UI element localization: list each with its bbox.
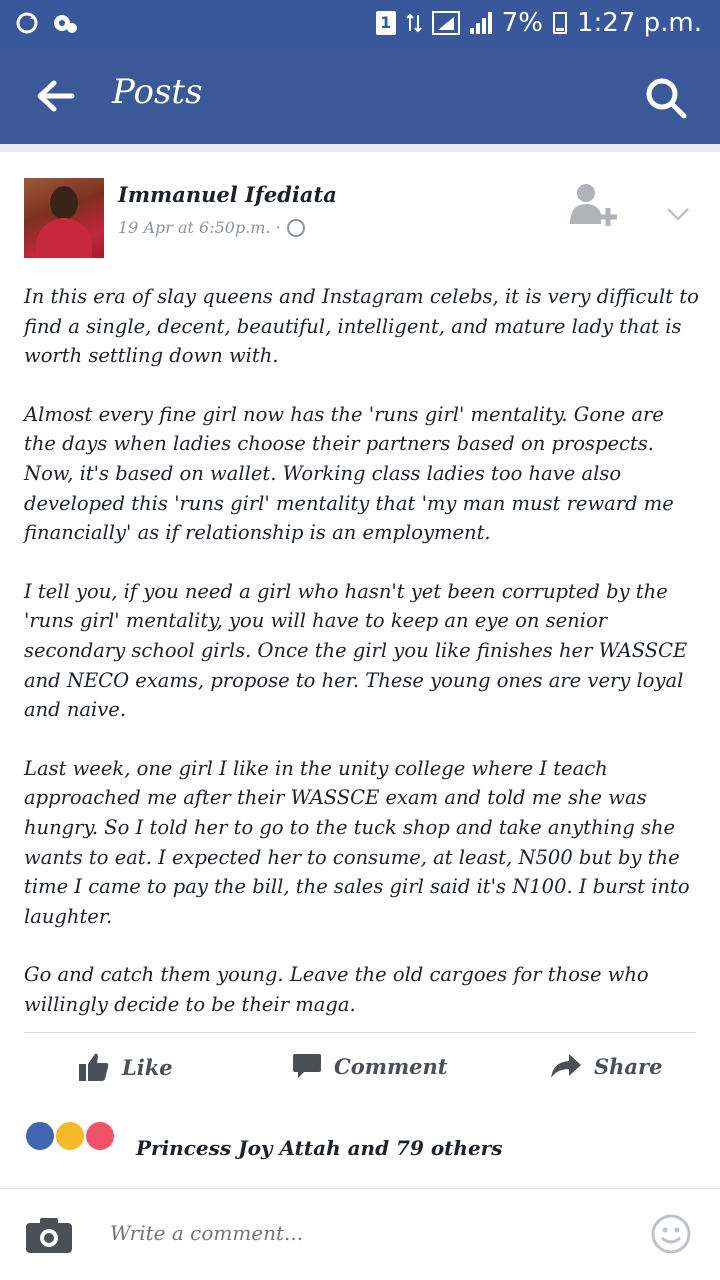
back-arrow-icon[interactable] bbox=[32, 74, 80, 118]
author-avatar[interactable] bbox=[24, 178, 104, 258]
emoji-smile-icon[interactable] bbox=[650, 1213, 692, 1255]
search-icon[interactable] bbox=[644, 76, 688, 120]
post-paragraph: In this era of slay queens and Instagram celebs, it is very difficult to find a single, decent, beautiful, intelligent, and mature lady that is worth settling down with. bbox=[24, 285, 699, 368]
like-reaction-icon bbox=[24, 1120, 56, 1152]
app-bar bbox=[0, 48, 720, 144]
post-paragraph: Almost every fine girl now has the 'runs girl' mentality. Gone are the days when ladies choose their partners based on prospects. Now, it's based on wallet. Working class ladies too have also developed this 'runs girl' mentality that 'my man must reward me financially' as if relationship is an employment. bbox=[24, 402, 674, 545]
share-button[interactable] bbox=[550, 1052, 662, 1080]
status-right-icons bbox=[376, 8, 702, 38]
globe-icon bbox=[287, 219, 305, 237]
battery-percentage: 7% bbox=[501, 8, 543, 38]
haha-reaction-icon bbox=[54, 1120, 86, 1152]
avatar-body bbox=[36, 218, 92, 258]
comment-bubble-icon bbox=[292, 1052, 322, 1080]
comment-composer bbox=[0, 1188, 720, 1280]
comment-label: Comment bbox=[334, 1053, 448, 1079]
add-friend-icon[interactable] bbox=[568, 182, 618, 228]
post-card bbox=[0, 152, 720, 1192]
post-timestamp[interactable]: 19 Apr at 6:50p.m. · bbox=[118, 218, 281, 237]
like-button[interactable] bbox=[78, 1052, 173, 1082]
reactions-summary[interactable]: Princess Joy Attah and 79 others bbox=[136, 1136, 503, 1160]
chevron-down-icon[interactable] bbox=[666, 204, 690, 224]
status-left-icons bbox=[14, 10, 78, 36]
sim-icon: 1 bbox=[376, 11, 396, 35]
clock: 1:27 p.m. bbox=[576, 8, 702, 38]
data-icon bbox=[406, 11, 422, 35]
share-arrow-icon bbox=[550, 1052, 582, 1080]
post-actions bbox=[0, 1042, 720, 1104]
actions-divider bbox=[24, 1032, 696, 1033]
post-body bbox=[24, 282, 700, 1048]
camera-icon[interactable] bbox=[24, 1215, 74, 1255]
like-label: Like bbox=[122, 1054, 173, 1080]
sync-icon bbox=[14, 10, 40, 36]
author-name[interactable]: Immanuel Ifediata bbox=[118, 182, 337, 207]
post-paragraph: Last week, one girl I like in the unity college where I teach approached me after their WASSCE exam and told me she was hungry. So I told her to go to the tuck shop and take anything she wants to eat. I expected her to consume, at least, N500 but by the time I came to pay the bill, the sales girl said it's N100. I burst into laughter. bbox=[24, 756, 690, 928]
page-title: Posts bbox=[112, 72, 203, 112]
battery-icon bbox=[553, 12, 567, 34]
post-meta bbox=[118, 218, 305, 237]
post-paragraph: Go and catch them young. Leave the old cargoes for those who willingly decide to be their maga. bbox=[24, 963, 649, 1016]
wifi-signal-icon bbox=[432, 11, 460, 35]
thumbs-up-icon bbox=[78, 1052, 110, 1082]
avatar-head bbox=[50, 186, 78, 220]
share-label: Share bbox=[594, 1053, 663, 1079]
status-bar bbox=[0, 0, 720, 48]
reactions-bar[interactable] bbox=[0, 1120, 720, 1180]
post-paragraph: I tell you, if you need a girl who hasn't yet been corrupted by the 'runs girl' mentality, you will have to keep an eye on senior secondary school girls. Once the girl you like finishes her WASSCE and NECO exams, propose to her. These young ones are very loyal and naive. bbox=[24, 579, 688, 722]
cell-signal-icon bbox=[470, 12, 492, 34]
love-reaction-icon bbox=[84, 1120, 116, 1152]
comment-button[interactable] bbox=[292, 1052, 448, 1080]
settings-gear-icon bbox=[50, 10, 78, 36]
comment-input[interactable] bbox=[110, 1221, 630, 1245]
